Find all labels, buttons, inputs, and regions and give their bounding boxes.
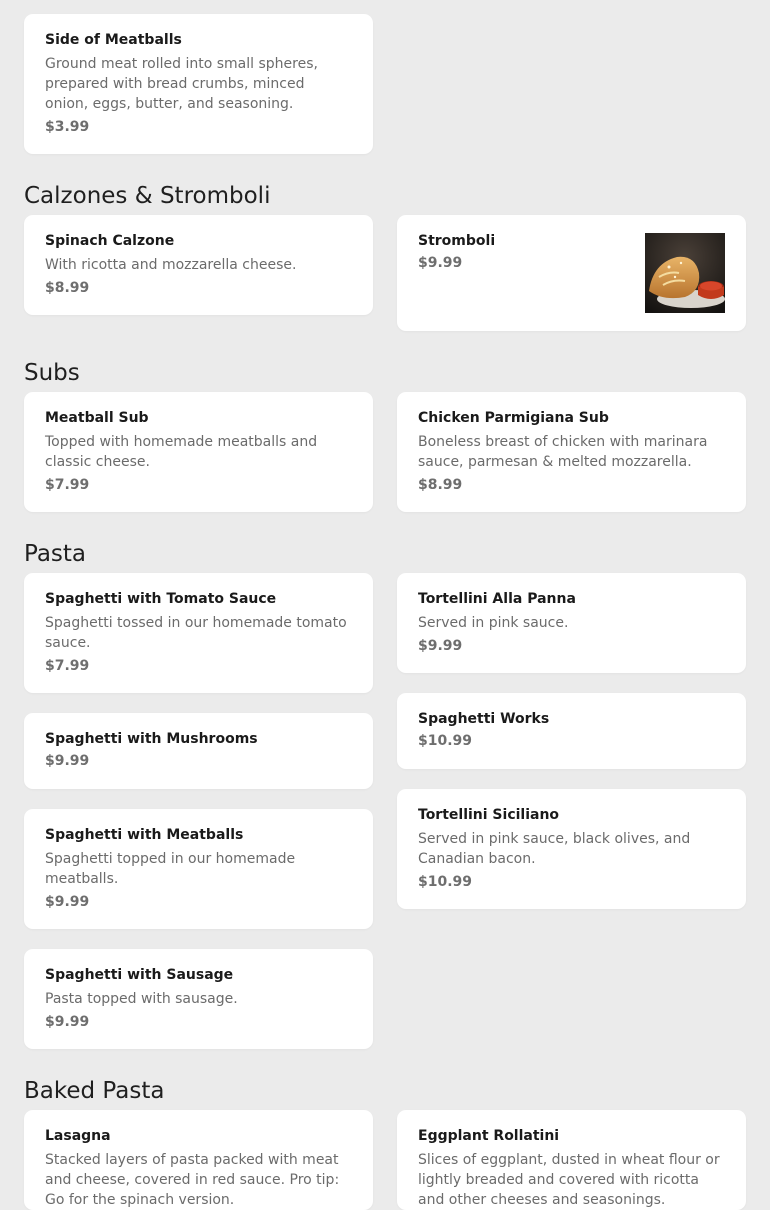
item-description: Topped with homemade meatballs and classic cheese.	[45, 434, 318, 470]
item-description: Slices of eggplant, dusted in wheat flour or lightly breaded and covered with ricotta and other cheeses and seasonings.	[418, 1152, 720, 1208]
item-price: $9.99	[418, 638, 463, 654]
menu-item-card[interactable]	[24, 713, 373, 789]
item-price: $10.99	[418, 733, 473, 749]
item-description: Spaghetti topped in our homemade meatballs.	[45, 851, 296, 887]
item-name: Eggplant Rollatini	[418, 1128, 560, 1144]
menu-item-card[interactable]	[24, 809, 373, 929]
item-name: Lasagna	[45, 1128, 111, 1144]
menu-item-card[interactable]	[24, 1110, 373, 1210]
item-price: $8.99	[45, 280, 90, 296]
item-price: $10.99	[418, 874, 473, 890]
item-description: Pasta topped with sausage.	[45, 991, 238, 1007]
menu-item-card[interactable]	[397, 693, 746, 769]
item-price: $8.99	[418, 477, 463, 493]
item-price: $3.99	[45, 119, 90, 135]
menu-item-card[interactable]	[24, 392, 373, 512]
menu-item-card[interactable]	[24, 215, 373, 315]
section-title-pasta: Pasta	[24, 541, 87, 567]
item-name: Spaghetti with Sausage	[45, 967, 234, 983]
stromboli-image-icon	[645, 233, 725, 313]
menu-item-card[interactable]	[397, 789, 746, 909]
item-description: Ground meat rolled into small spheres, prepared with bread crumbs, minced onion, eggs, butter, and seasoning.	[45, 56, 318, 112]
item-name: Spaghetti with Meatballs	[45, 827, 244, 843]
item-name: Stromboli	[418, 233, 496, 249]
item-name: Spinach Calzone	[45, 233, 175, 249]
item-price: $9.99	[45, 894, 90, 910]
menu-item-card[interactable]	[24, 949, 373, 1049]
item-price: $7.99	[45, 658, 90, 674]
menu-item-card[interactable]	[24, 573, 373, 693]
item-description: Served in pink sauce, black olives, and Canadian bacon.	[418, 831, 691, 867]
item-name: Chicken Parmigiana Sub	[418, 410, 609, 426]
item-price: $9.99	[45, 1014, 90, 1030]
item-description: Stacked layers of pasta packed with meat and cheese, covered in red sauce. Pro tip: Go for the spinach version.	[45, 1152, 340, 1208]
item-description: Spaghetti tossed in our homemade tomato sauce.	[45, 615, 347, 651]
item-name: Tortellini Alla Panna	[418, 591, 576, 607]
item-price: $9.99	[418, 255, 463, 271]
item-price: $9.99	[45, 753, 90, 769]
menu-item-card[interactable]	[397, 215, 746, 331]
item-name: Spaghetti with Mushrooms	[45, 731, 258, 747]
item-description: Served in pink sauce.	[418, 615, 569, 631]
item-description: With ricotta and mozzarella cheese.	[45, 257, 297, 273]
item-price: $7.99	[45, 477, 90, 493]
item-name: Meatball Sub	[45, 410, 149, 426]
item-name: Tortellini Siciliano	[418, 807, 560, 823]
item-name: Spaghetti Works	[418, 711, 550, 727]
section-title-calzones: Calzones & Stromboli	[24, 183, 271, 209]
menu-item-card[interactable]	[397, 392, 746, 512]
menu-item-card[interactable]	[397, 1110, 746, 1210]
stromboli-photo[interactable]	[645, 233, 725, 313]
item-name: Side of Meatballs	[45, 32, 182, 48]
menu-item-card[interactable]	[397, 573, 746, 673]
item-description: Boneless breast of chicken with marinara sauce, parmesan & melted mozzarella.	[418, 434, 708, 470]
menu-item-card[interactable]	[24, 14, 373, 154]
section-title-subs: Subs	[24, 360, 80, 386]
item-name: Spaghetti with Tomato Sauce	[45, 591, 277, 607]
section-title-baked-pasta: Baked Pasta	[24, 1078, 165, 1104]
